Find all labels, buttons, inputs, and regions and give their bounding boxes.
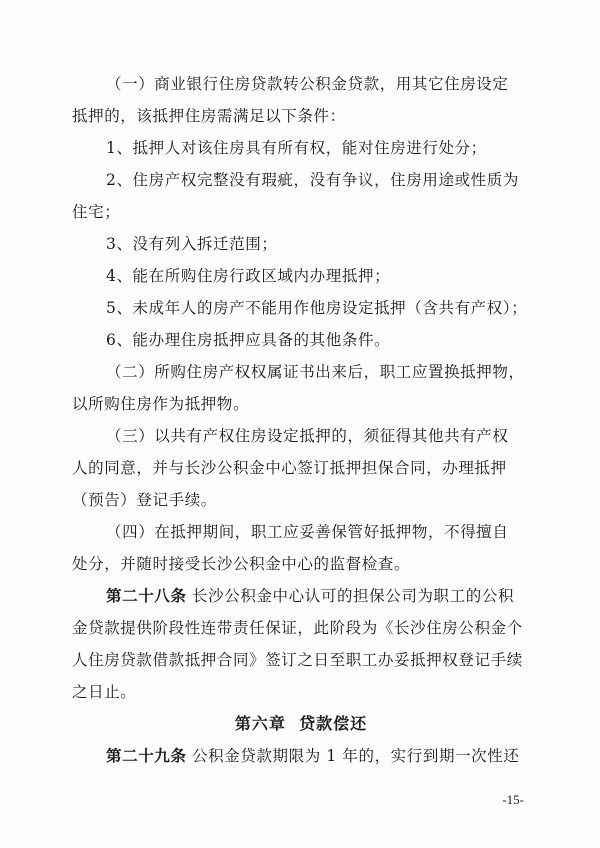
paragraph-3-line-2: 人的同意，并与长沙公积金中心签订抵押担保合同，办理抵押 — [72, 459, 507, 477]
condition-6: 6、能办理住房抵押应具备的其他条件。 — [106, 331, 391, 349]
condition-2-line-1: 2、住房产权完整没有瑕疵，没有争议，住房用途或性质为 — [106, 171, 519, 189]
article-28-label: 第二十八条 — [106, 586, 187, 605]
paragraph-3-line-3: （预告）登记手续。 — [72, 491, 217, 509]
condition-4: 4、能在所购住房行政区域内办理抵押； — [106, 267, 391, 285]
condition-2-line-2: 住宅； — [72, 203, 121, 221]
article-28-line-2: 金贷款提供阶段性连带责任保证，此阶段为《长沙住房公积金个 — [72, 619, 523, 637]
paragraph-4-line-2: 处分，并随时接受长沙公积金中心的监督检查。 — [72, 555, 411, 573]
paragraph-3-line-1: （三）以共有产权住房设定抵押的，须征得其他共有产权 — [106, 427, 509, 445]
chapter-heading: 第六章 贷款偿还 — [234, 714, 368, 733]
paragraph-1-line-1: （一）商业银行住房贷款转公积金贷款，用其它住房设定 — [106, 75, 509, 93]
paragraph-2-line-1: （二）所购住房产权权属证书出来后，职工应置换抵押物， — [106, 363, 525, 381]
article-28-line-1 — [72, 580, 530, 612]
paragraph-2-line-2: 以所购住房作为抵押物。 — [72, 395, 250, 413]
condition-1: 1、抵押人对该住房具有所有权，能对住房进行处分； — [106, 139, 487, 157]
page-number: -15- — [502, 792, 524, 807]
article-28-text: 长沙公积金中心认可的担保公司为职工的公积 — [192, 587, 515, 605]
article-29-text: 公积金贷款期限为 1 年的，实行到期一次性还 — [192, 747, 520, 765]
article-29-label: 第二十九条 — [106, 746, 187, 765]
article-28-line-3: 人住房贷款借款抵押合同》签订之日至职工办妥抵押权登记手续 — [72, 651, 523, 669]
paragraph-1-line-2: 抵押的，该抵押住房需满足以下条件： — [72, 107, 346, 125]
article-29-line-1 — [72, 740, 530, 772]
condition-5: 5、未成年人的房产不能用作他房设定抵押（含共有产权）； — [106, 299, 528, 317]
paragraph-4-line-1: （四）在抵押期间，职工应妥善保管好抵押物，不得擅自 — [106, 523, 509, 541]
condition-3: 3、没有列入拆迁范围； — [106, 235, 278, 253]
article-28-line-4: 之日止。 — [72, 683, 137, 701]
